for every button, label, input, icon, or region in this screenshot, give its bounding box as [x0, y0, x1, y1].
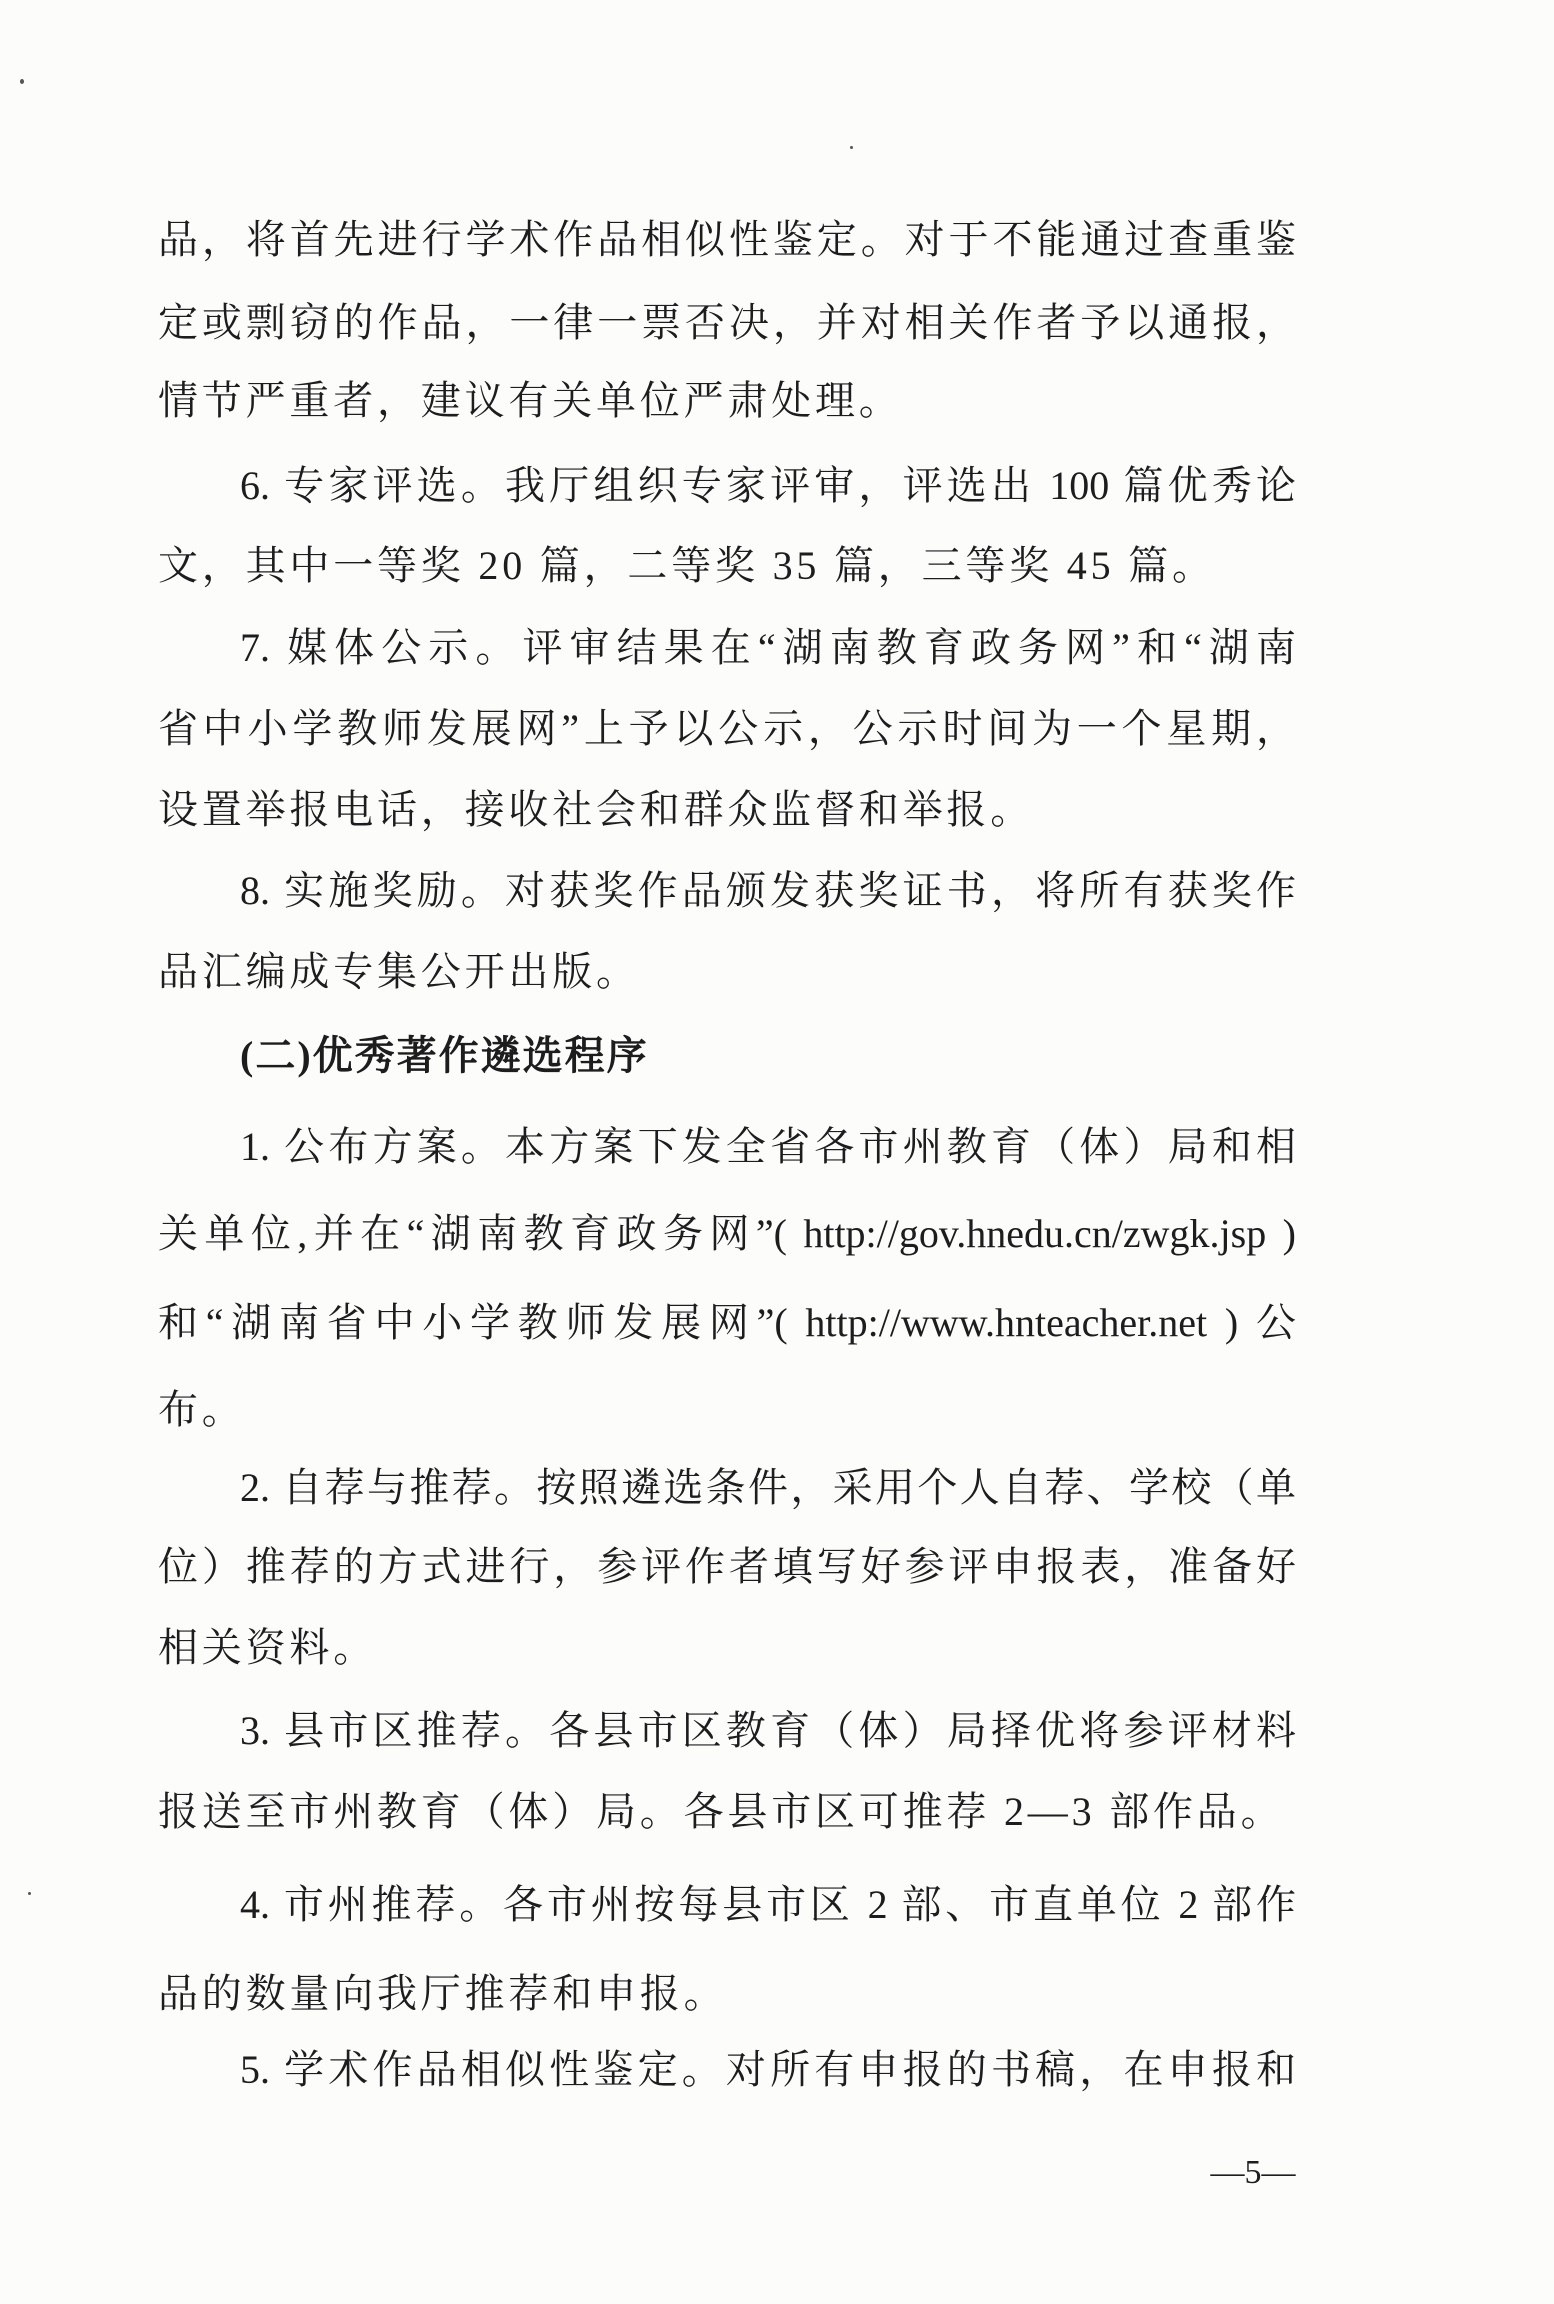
text-line: 和“湖南省中小学教师发展网”( http://www.hnteacher.net ) 公 [158, 1300, 1296, 1345]
section-heading: (二)优秀著作遴选程序 [240, 1033, 649, 1078]
scan-speck [850, 146, 853, 149]
text-line: 相关资料。 [158, 1625, 377, 1670]
text-line: 4. 市州推荐。各市州按每县市区 2 部、市直单位 2 部作 [240, 1882, 1296, 1927]
text-line: 6. 专家评选。我厅组织专家评审，评选出 100 篇优秀论 [240, 463, 1296, 508]
text-line: 8. 实施奖励。对获奖作品颁发获奖证书，将所有获奖作 [240, 868, 1296, 913]
text-line: 位）推荐的方式进行，参评作者填写好参评申报表，准备好 [158, 1544, 1296, 1589]
text-line: 5. 学术作品相似性鉴定。对所有申报的书稿，在申报和 [240, 2047, 1296, 2092]
text-line: 品的数量向我厅推荐和申报。 [158, 1971, 728, 2016]
text-line: 关单位,并在“湖南教育政务网”( http://gov.hnedu.cn/zwgk.jsp ) [158, 1211, 1296, 1256]
text-line: 品，将首先进行学术作品相似性鉴定。对于不能通过查重鉴 [158, 217, 1296, 262]
scan-speck [20, 79, 24, 84]
text-line: 文，其中一等奖 20 篇，二等奖 35 篇，三等奖 45 篇。 [158, 543, 1216, 588]
text-line: 省中小学教师发展网”上予以公示，公示时间为一个星期， [158, 706, 1296, 751]
text-line: 布。 [158, 1387, 246, 1432]
text-line: 设置举报电话，接收社会和群众监督和举报。 [158, 787, 1034, 832]
text-line: 2. 自荐与推荐。按照遴选条件，采用个人自荐、学校（单 [240, 1465, 1296, 1510]
text-line: 定或剽窃的作品，一律一票否决，并对相关作者予以通报， [158, 300, 1296, 345]
text-line: 情节严重者，建议有关单位严肃处理。 [158, 378, 903, 423]
text-line: 7. 媒体公示。评审结果在“湖南教育政务网”和“湖南 [240, 625, 1296, 670]
text-line: 报送至市州教育（体）局。各县市区可推荐 2—3 部作品。 [158, 1789, 1285, 1834]
scan-speck [28, 1892, 31, 1895]
page-number: —5— [1210, 2154, 1296, 2191]
text-line: 1. 公布方案。本方案下发全省各市州教育（体）局和相 [240, 1124, 1296, 1169]
text-line: 品汇编成专集公开出版。 [158, 949, 640, 994]
text-line: 3. 县市区推荐。各县市区教育（体）局择优将参评材料 [240, 1708, 1296, 1753]
